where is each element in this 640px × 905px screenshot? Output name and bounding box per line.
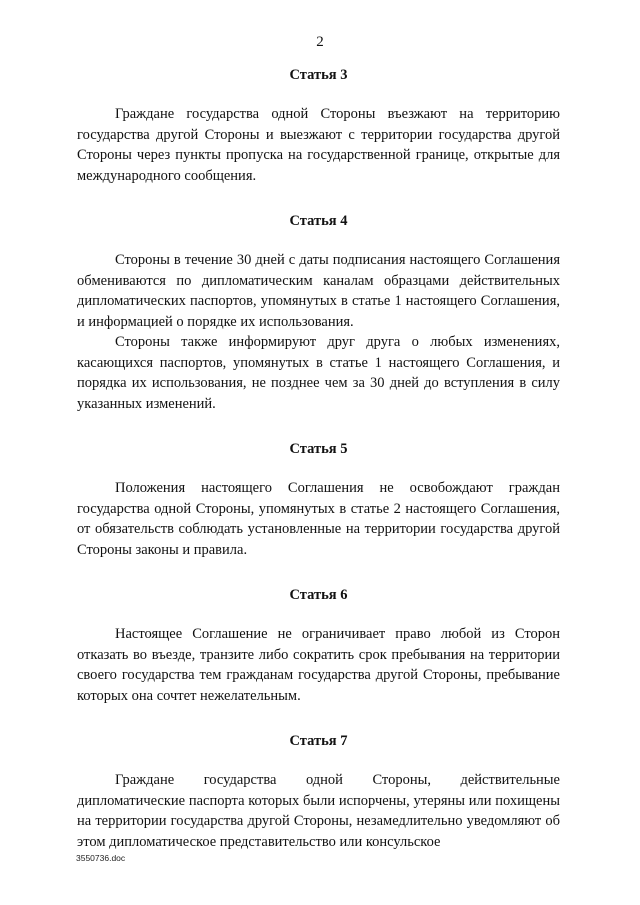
article-paragraph: Настоящее Соглашение не ограничивает право любой из Сторон отказать во въезде, транзите либо сократить срок пребывания на территории своего государства тем гражданам государства другой Стороны, пребывание которых она сочтет нежелательным. bbox=[77, 626, 560, 704]
article-title: Статья 6 bbox=[289, 587, 348, 603]
article-paragraph: Стороны в течение 30 дней с даты подписания настоящего Соглашения обмениваются по дипломатическим каналам образцами действительных дипломатических паспортов, упомянутых в статье 1 настоящего Соглашения, и информацией о порядке их использования. bbox=[77, 252, 560, 330]
article-title: Статья 5 bbox=[289, 441, 348, 457]
article-7 bbox=[77, 730, 560, 852]
article-body bbox=[77, 624, 560, 706]
article-body bbox=[77, 250, 560, 414]
article-3 bbox=[77, 64, 560, 186]
article-paragraph: Положения настоящего Соглашения не освобождают граждан государства одной Стороны, упомянутых в статье 2 настоящего Соглашения, от обязательств соблюдать установленные на территории государства другой Стороны законы и правила. bbox=[77, 480, 560, 558]
article-paragraph: Граждане государства одной Стороны, действительные дипломатические паспорта которых были испорчены, утеряны или похищены на территории государства другой Стороны, незамедлительно уведомляют об этом дипломатическое представительство или консульское bbox=[77, 772, 560, 850]
article-body bbox=[77, 478, 560, 560]
article-4 bbox=[77, 210, 560, 414]
article-title: Статья 7 bbox=[289, 733, 348, 749]
article-5 bbox=[77, 438, 560, 560]
article-body bbox=[77, 104, 560, 186]
article-body bbox=[77, 770, 560, 852]
page-number: 2 bbox=[316, 34, 324, 50]
footer-file-code: 3550736.doc bbox=[76, 853, 126, 863]
article-6 bbox=[77, 584, 560, 706]
article-paragraph: Стороны также информируют друг друга о любых изменениях, касающихся паспортов, упомянутых в статье 1 настоящего Соглашения, и порядка их использования, не позднее чем за 30 дней до вступления в силу указанных изменений. bbox=[77, 334, 560, 412]
article-title: Статья 4 bbox=[289, 213, 348, 229]
article-paragraph: Граждане государства одной Стороны въезжают на территорию государства другой Стороны и выезжают с территории государства другой Стороны через пункты пропуска на государственной границе, открытые для международного сообщения. bbox=[77, 106, 560, 184]
article-title: Статья 3 bbox=[289, 67, 348, 83]
document-content bbox=[77, 64, 560, 852]
